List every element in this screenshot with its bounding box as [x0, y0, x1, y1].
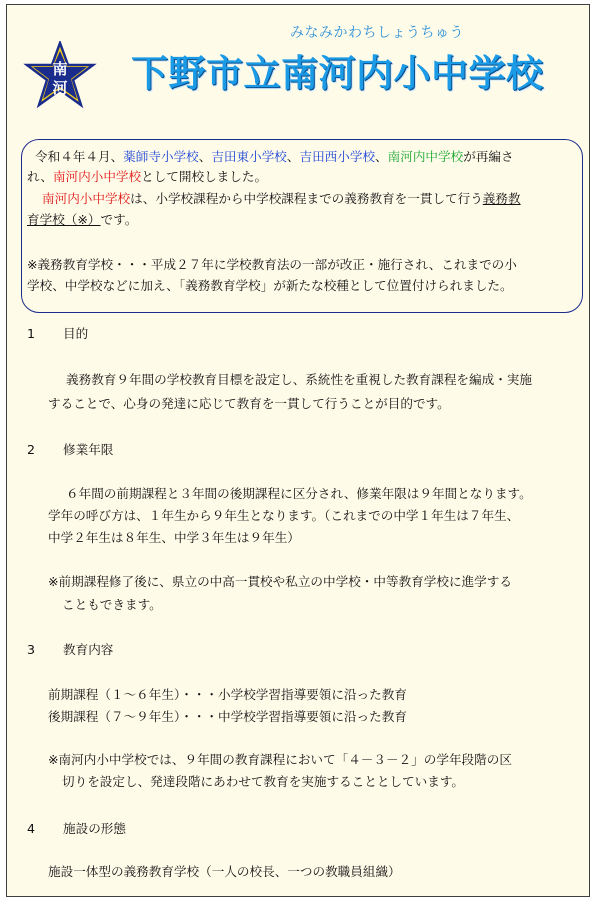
intro-note-line-1: ※義務教育学校・・・平成２７年に学校教育法の一部が改正・施行され、これまでの小 [27, 257, 517, 272]
section-2-line-3: 中学２年生は８年生、中学３年生は９年生） [48, 530, 300, 545]
section-1-line-2: することで、心身の発達に応じて教育を一貫して行うことが目的です。 [48, 396, 450, 411]
school-yakushiji: 薬師寺小学校 [123, 149, 199, 164]
title-ruby: みなみかわちしょうちゅう [290, 25, 464, 41]
intro-line-2: れ、南河内小中学校として開校しました。 [27, 169, 268, 184]
emblem-char-2: 河 [52, 79, 68, 97]
school-emblem-icon [21, 41, 99, 113]
section-2-line-1: ６年間の前期課程と３年間の後期課程に区分され、修業年限は９年間となります。 [66, 486, 532, 501]
school-minamikawachi-jh: 南河内中学校 [387, 149, 464, 164]
section-4-line-1: 施設一体型の義務教育学校（一人の校長、一つの教職員組織） [48, 864, 401, 879]
school-minamikawachi-sj-2: 南河内小中学校 [42, 191, 131, 206]
section-1-line-1: 義務教育９年間の学校教育目標を設定し、系統性を重視した教育課程を編成・実施 [66, 372, 532, 387]
section-2-note-1: ※前期課程修了後に、県立の中高一貫校や私立の中学校・中等教育学校に進学する [48, 574, 512, 589]
gimu-kyoiku-term-2: 育学校（※） [27, 212, 101, 227]
intro-line-1: 令和４年４月、薬師寺小学校、吉田東小学校、吉田西小学校、南河内中学校が再編さ [35, 149, 514, 164]
section-3-line-2: 後期課程（７～９年生）・・・中学校学習指導要領に沿った教育 [48, 709, 407, 724]
section-3-note-1: ※南河内小中学校では、９年間の教育課程において「４－３－２」の学年段階の区 [48, 752, 512, 767]
section-3-line-1: 前期課程（１～６年生）・・・小学校学習指導要領に沿った教育 [48, 687, 407, 702]
section-2-note-2: こともできます。 [62, 597, 162, 612]
intro-line-3: 南河内小中学校は、小学校課程から中学校課程までの義務教育を一貫して行う義務教 [42, 191, 521, 206]
intro-line-4: 育学校（※）です。 [27, 212, 138, 227]
intro-note-line-2: 学校、中学校などに加え、「義務教育学校」が新たな校種として位置付けられました。 [27, 278, 513, 293]
section-3-note-2: 切りを設定し、発達段階にあわせて教育を実施することとしています。 [62, 774, 464, 789]
page-title: 下野市立南河内小中学校 [131, 52, 544, 95]
section-3-heading: 3 教育内容 [27, 642, 114, 657]
section-2-line-2: 学年の呼び方は、１年生から９年生となります。（これまでの中学１年生は７年生、 [48, 508, 520, 523]
school-yoshidanishi: 吉田西小学校 [299, 149, 376, 164]
emblem-char-1: 南 [52, 60, 68, 78]
gimu-kyoiku-term: 義務教 [482, 191, 521, 206]
section-2-heading: 2 修業年限 [27, 442, 114, 457]
school-yoshidahigashi: 吉田東小学校 [211, 149, 287, 164]
school-minamikawachi-sj: 南河内小中学校 [52, 169, 142, 184]
section-1-heading: 1 目的 [27, 326, 89, 341]
section-4-heading: 4 施設の形態 [27, 821, 126, 836]
document-page [6, 4, 590, 897]
